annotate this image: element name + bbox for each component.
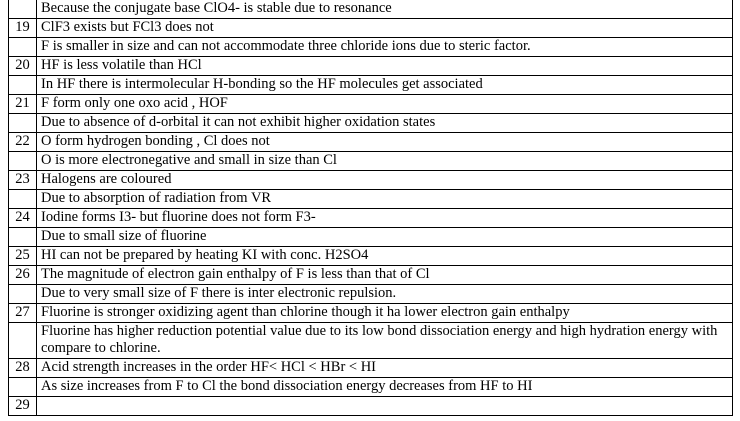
- question-number: 20: [9, 57, 37, 76]
- question-number: 29: [9, 397, 37, 416]
- question-text: [37, 397, 733, 416]
- question-number: [9, 228, 37, 247]
- question-text: HI can not be prepared by heating KI with conc. H2SO4: [37, 247, 733, 266]
- table-row: [9, 378, 733, 397]
- question-text: Acid strength increases in the order HF< HCl < HBr < HI: [37, 359, 733, 378]
- answer-text: Because the conjugate base ClO4- is stable due to resonance: [37, 0, 733, 19]
- question-number: 25: [9, 247, 37, 266]
- table-row: [9, 304, 733, 323]
- table-row: [9, 228, 733, 247]
- table-row: [9, 19, 733, 38]
- qa-table-body: [9, 0, 733, 416]
- question-number: [9, 285, 37, 304]
- question-text: Fluorine is stronger oxidizing agent than chlorine though it ha lower electron gain enthalpy: [37, 304, 733, 323]
- answer-text: Due to absence of d-orbital it can not exhibit higher oxidation states: [37, 114, 733, 133]
- answer-text: Due to absorption of radiation from VR: [37, 190, 733, 209]
- table-row: [9, 247, 733, 266]
- question-text: Iodine forms I3- but fluorine does not form F3-: [37, 209, 733, 228]
- question-number: [9, 0, 37, 19]
- table-row: [9, 397, 733, 416]
- table-row: [9, 285, 733, 304]
- answer-text: O is more electronegative and small in size than Cl: [37, 152, 733, 171]
- table-row: [9, 209, 733, 228]
- question-text: Halogens are coloured: [37, 171, 733, 190]
- question-number: [9, 323, 37, 359]
- question-number: 24: [9, 209, 37, 228]
- table-row: [9, 323, 733, 359]
- answer-text: Fluorine has higher reduction potential value due to its low bond dissociation energy and high hydration energy with compare to chlorine.: [37, 323, 733, 359]
- answer-text: In HF there is intermolecular H-bonding so the HF molecules get associated: [37, 76, 733, 95]
- qa-table: [8, 0, 733, 416]
- table-row: [9, 133, 733, 152]
- question-number: 22: [9, 133, 37, 152]
- table-row: [9, 152, 733, 171]
- table-row: [9, 57, 733, 76]
- question-number: [9, 76, 37, 95]
- table-row: [9, 359, 733, 378]
- question-number: 26: [9, 266, 37, 285]
- answer-text: F is smaller in size and can not accommodate three chloride ions due to steric factor.: [37, 38, 733, 57]
- table-row: [9, 171, 733, 190]
- question-number: [9, 190, 37, 209]
- answer-text: Due to very small size of F there is inter electronic repulsion.: [37, 285, 733, 304]
- question-text: O form hydrogen bonding , Cl does not: [37, 133, 733, 152]
- question-text: The magnitude of electron gain enthalpy of F is less than that of Cl: [37, 266, 733, 285]
- question-text: HF is less volatile than HCl: [37, 57, 733, 76]
- question-number: 21: [9, 95, 37, 114]
- question-number: 23: [9, 171, 37, 190]
- question-number: [9, 378, 37, 397]
- table-row: [9, 0, 733, 19]
- table-row: [9, 95, 733, 114]
- answer-text: As size increases from F to Cl the bond dissociation energy decreases from HF to HI: [37, 378, 733, 397]
- question-number: 27: [9, 304, 37, 323]
- question-number: 28: [9, 359, 37, 378]
- question-number: [9, 152, 37, 171]
- table-row: [9, 266, 733, 285]
- question-text: F form only one oxo acid , HOF: [37, 95, 733, 114]
- table-row: [9, 38, 733, 57]
- table-row: [9, 76, 733, 95]
- table-row: [9, 190, 733, 209]
- question-number: 19: [9, 19, 37, 38]
- table-row: [9, 114, 733, 133]
- question-number: [9, 114, 37, 133]
- question-number: [9, 38, 37, 57]
- question-text: ClF3 exists but FCl3 does not: [37, 19, 733, 38]
- answer-text: Due to small size of fluorine: [37, 228, 733, 247]
